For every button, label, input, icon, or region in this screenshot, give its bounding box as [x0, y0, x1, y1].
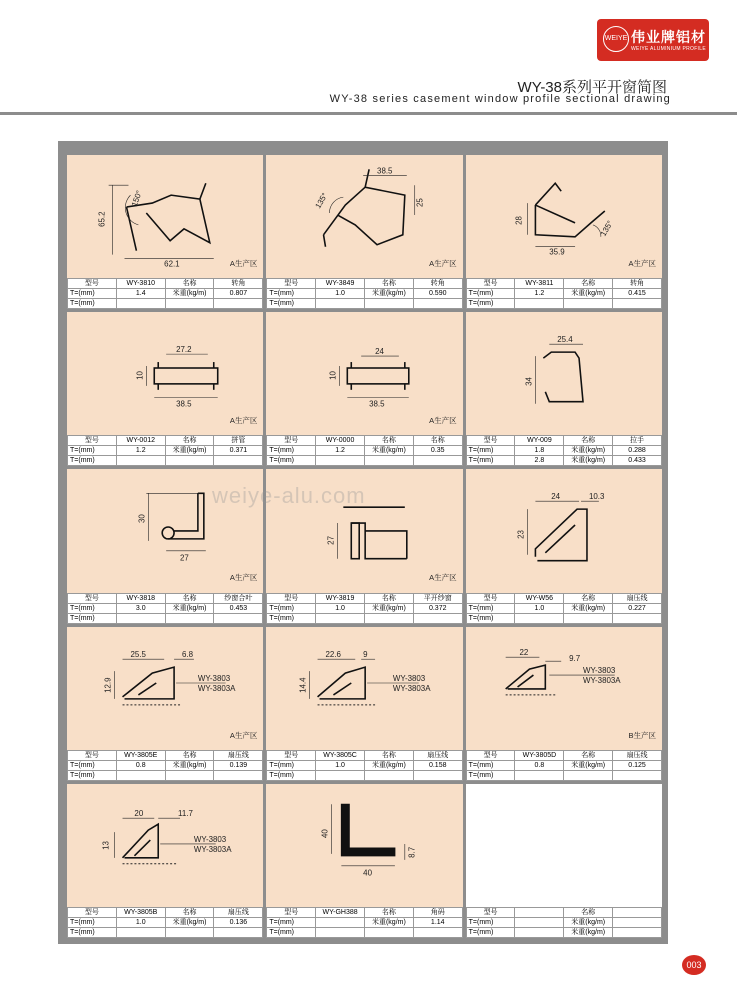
table-row: 型号 名称 [466, 907, 661, 917]
dim-label: 28 [514, 216, 524, 225]
spec-table [266, 750, 462, 781]
dim-label: 27 [326, 536, 336, 546]
ref-label: WY-3803A [193, 844, 232, 854]
table-row: T=(mm) 0.8 米重(kg/m) 0.139 [68, 760, 263, 770]
production-zone: A生产区 [229, 730, 258, 740]
table-row: T=(mm) 3.0 米重(kg/m) 0.453 [68, 603, 263, 613]
profile-card [266, 312, 462, 466]
watermark: weiye-alu.com [212, 483, 366, 508]
table-row: T=(mm) [68, 613, 263, 623]
dim-label: 10.3 [588, 492, 605, 502]
dim-label: 24 [550, 492, 560, 502]
dim-label: 20 [134, 809, 144, 819]
dim-label: 24 [375, 347, 385, 357]
profile-card [67, 312, 263, 466]
dim-label: 11.7 [178, 809, 193, 819]
logo-emblem: WEIYE [603, 26, 629, 52]
spec-table [266, 278, 462, 309]
spec-table [466, 750, 662, 781]
brand-name-cn: 伟业牌铝材 [631, 29, 706, 45]
table-row: T=(mm) [267, 770, 462, 780]
profile-drawing [266, 155, 462, 268]
ref-label: WY-3803A [197, 683, 236, 693]
dim-label: 22 [519, 647, 529, 657]
table-row: T=(mm) [267, 927, 462, 937]
dim-label: 150° [129, 189, 144, 208]
table-row: 型号 WY-W56 名称 扇压线 [466, 593, 661, 603]
table-row: T=(mm) 1.2 米重(kg/m) 0.371 [68, 446, 263, 456]
table-row: T=(mm) 1.0 米重(kg/m) 0.590 [267, 289, 462, 299]
table-row: T=(mm) 1.0 米重(kg/m) 0.136 [68, 917, 263, 927]
table-row: T=(mm) [267, 456, 462, 466]
dim-label: 6.8 [182, 649, 194, 659]
spec-table [67, 750, 263, 781]
production-zone: A生产区 [229, 416, 258, 426]
table-row: 型号 WY-0012 名称 拼管 [68, 436, 263, 446]
profile-card [466, 627, 662, 781]
dim-label: 135° [598, 219, 615, 238]
page-title-en: WY-38 series casement window profile sectional drawing [329, 93, 671, 105]
table-row: 型号 WY-3819 名称 平开纱窗 [267, 593, 462, 603]
ref-label: WY-3803 [393, 673, 426, 683]
table-row: T=(mm) [466, 770, 661, 780]
profile-card [67, 784, 263, 938]
dim-label: 23 [516, 530, 526, 540]
dim-label: 8.7 [408, 846, 418, 858]
table-row: 型号 WY-3849 名称 转角 [267, 279, 462, 289]
spec-table [67, 278, 263, 309]
production-zone: A生产区 [229, 573, 258, 583]
profile-grid [67, 155, 662, 938]
brand-logo [597, 19, 709, 61]
table-row: T=(mm) 1.2 米重(kg/m) 0.35 [267, 446, 462, 456]
dim-label: 25.5 [130, 649, 146, 659]
dim-label: 35.9 [548, 247, 565, 257]
table-row: T=(mm) 米重(kg/m) [466, 917, 661, 927]
profile-card [266, 627, 462, 781]
profile-drawing [67, 312, 263, 425]
dim-label: 27.2 [176, 345, 192, 355]
profile-drawing [67, 155, 263, 268]
table-row: T=(mm) [68, 456, 263, 466]
spec-table [466, 907, 662, 938]
spec-table [67, 907, 263, 938]
table-row: T=(mm) 米重(kg/m) 1.14 [267, 917, 462, 927]
profile-drawing [466, 469, 662, 582]
dim-label: 65.2 [97, 211, 107, 227]
dim-label: 38.5 [369, 399, 385, 409]
profile-drawing [266, 784, 462, 897]
table-row: 型号 WY-3805B 名称 扇压线 [68, 907, 263, 917]
spec-table [466, 435, 662, 466]
table-row: T=(mm) 1.2 米重(kg/m) 0.415 [466, 289, 661, 299]
table-row: T=(mm) [68, 927, 263, 937]
dim-label: 9.7 [568, 653, 580, 663]
profile-drawing [266, 312, 462, 425]
brand-name-en: WEIYE ALUMINIUM PROFILE [631, 46, 706, 52]
profile-drawing [466, 627, 662, 740]
production-zone: A生产区 [429, 416, 457, 426]
production-zone: B生产区 [628, 730, 656, 740]
table-row: T=(mm) 米重(kg/m) [466, 927, 661, 937]
production-zone: A生产区 [628, 259, 656, 268]
spec-table [67, 593, 263, 624]
table-row: T=(mm) [466, 613, 661, 623]
table-row: 型号 WY-009 名称 拉手 [466, 436, 661, 446]
dim-label: 135° [313, 191, 330, 211]
dim-label: 14.4 [298, 677, 308, 693]
profile-card [466, 312, 662, 466]
page-number: 003 [682, 955, 706, 975]
dim-label: 40 [320, 829, 330, 838]
dim-label: 10 [328, 371, 338, 381]
profile-drawing [466, 155, 662, 268]
dim-label: 25 [415, 198, 425, 208]
profile-card-empty [466, 784, 662, 938]
production-zone: A生产区 [229, 259, 258, 268]
table-row: T=(mm) [466, 299, 661, 309]
ref-label: WY-3803A [582, 675, 621, 685]
production-zone: A生产区 [429, 573, 457, 583]
table-row: 型号 WY-3810 名称 转角 [68, 279, 263, 289]
profile-drawing [67, 627, 263, 740]
profile-drawing [466, 312, 662, 425]
spec-table [266, 593, 462, 624]
table-row: T=(mm) [68, 299, 263, 309]
profile-card [266, 784, 462, 938]
table-row: T=(mm) [68, 770, 263, 780]
ref-label: WY-3803 [193, 834, 227, 844]
table-row: 型号 WY-3818 名称 纱窗合叶 [68, 593, 263, 603]
dim-label: 25.4 [556, 335, 573, 345]
table-row: T=(mm) 1.4 米重(kg/m) 0.807 [68, 289, 263, 299]
dim-label: 30 [137, 514, 147, 524]
table-row: T=(mm) 1.0 米重(kg/m) 0.227 [466, 603, 661, 613]
spec-table [466, 278, 662, 309]
table-row: T=(mm) 2.8 米重(kg/m) 0.433 [466, 456, 661, 466]
table-row: 型号 WY-3811 名称 转角 [466, 279, 661, 289]
spec-table [67, 435, 263, 466]
dim-label: 38.5 [176, 399, 192, 409]
dim-label: 34 [524, 377, 534, 387]
table-row: 型号 WY-3805E 名称 扇压线 [68, 750, 263, 760]
dim-label: 38.5 [377, 166, 393, 176]
table-row: T=(mm) 1.8 米重(kg/m) 0.288 [466, 446, 661, 456]
dim-label: 40 [363, 868, 373, 878]
table-row: T=(mm) 0.8 米重(kg/m) 0.125 [466, 760, 661, 770]
table-row: T=(mm) [267, 613, 462, 623]
ref-label: WY-3803 [197, 673, 231, 683]
profile-card [466, 469, 662, 623]
spec-table [266, 435, 462, 466]
profile-card [266, 155, 462, 309]
header-rule [0, 112, 737, 115]
dim-label: 10 [135, 371, 145, 381]
profile-card [67, 155, 263, 309]
ref-label: WY-3803 [582, 665, 615, 675]
table-row: T=(mm) [267, 299, 462, 309]
production-zone: A生产区 [429, 259, 457, 268]
table-row: T=(mm) 1.0 米重(kg/m) 0.372 [267, 603, 462, 613]
profile-drawing [67, 784, 263, 897]
profile-card [466, 155, 662, 309]
spec-table [466, 593, 662, 624]
table-row: 型号 WY-3805C 名称 扇压线 [267, 750, 462, 760]
table-row: T=(mm) 1.0 米重(kg/m) 0.158 [267, 760, 462, 770]
dim-label: 22.6 [325, 649, 342, 659]
spec-table [266, 907, 462, 938]
dim-label: 13 [101, 840, 111, 850]
dim-label: 9 [363, 649, 368, 659]
profile-card [67, 627, 263, 781]
dim-label: 62.1 [164, 259, 180, 268]
ref-label: WY-3803A [393, 683, 431, 693]
table-row: 型号 WY-0000 名称 名称 [267, 436, 462, 446]
profile-drawing [266, 627, 462, 740]
page-title-cn: WY-38系列平开窗简图 [517, 79, 667, 96]
table-row: 型号 WY-GH388 名称 角码 [267, 907, 462, 917]
dim-label: 12.9 [103, 677, 113, 693]
table-row: 型号 WY-3805D 名称 扇压线 [466, 750, 661, 760]
dim-label: 27 [180, 554, 189, 564]
